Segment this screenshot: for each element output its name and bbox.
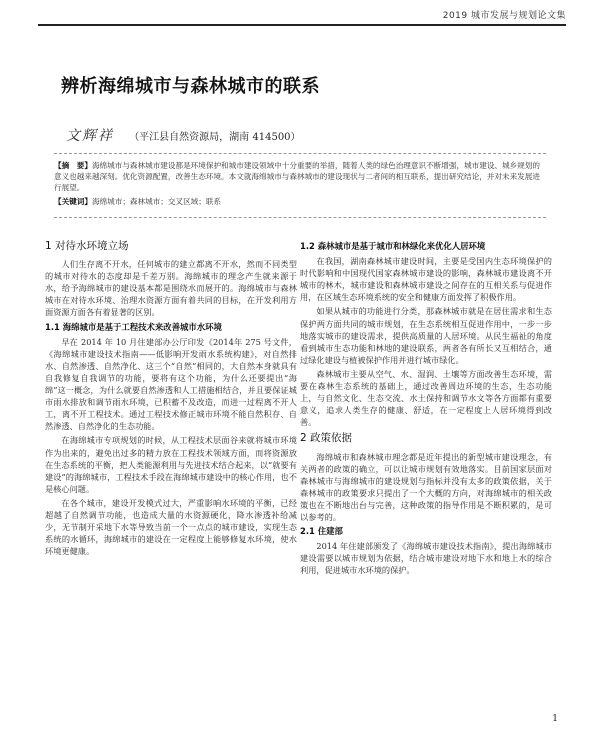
- author-line: [66, 125, 546, 145]
- subsection-2-1-paragraph: 2014 年住建部颁发了《海绵城市建设技术指南》，提出海绵城市建设需要以城市规划为依据，结合城市建设对地下水和地上水的综合利用，促进城市水环境的保护。: [300, 541, 552, 576]
- page-number: 1: [552, 714, 558, 724]
- header-rule: [38, 24, 566, 26]
- running-header: 2019 城市发展与规划论文集: [442, 11, 566, 21]
- abstract-label: 【摘 要】: [54, 161, 92, 170]
- section-2-paragraph: 海绵城市和森林城市理念都是近年提出的新型城市建设理念，有关两者的政策的确立，可以让城市规划有效地落实。目前国家层面对森林城市与海绵城市的建设规划与指标并没有太多的政策依据，关于森林城市的政策要求只提出了一个大概的方向，对海绵城市的相关政策也在不断地出台与完善，这种政策的指导作用是不断积累的，是可以参考的。: [300, 451, 552, 522]
- right-column: [300, 238, 552, 578]
- abstract-paragraph: [54, 160, 546, 193]
- author-affiliation: （平江县自然资源局，湖南 414500）: [129, 132, 301, 143]
- subsection-1-1-heading: 1.1 海绵城市是基于工程技术来改善城市水环境: [45, 321, 222, 332]
- author-name: 文辉祥: [66, 128, 114, 144]
- subsection-1-1-paragraph-1: 早在 2014 年 10 月住建部办公厅印发《2014年 275 号文件，《海绵城市建设技术指南——低影响开发雨水系统构建》，对自然排水、自然渗透、自然净化、这三个“自然”相同的，大自然本身就具有自我修复自我调节的功能，要将有这个功能，为什么还要提出“海绵”这一概念，为什么就要自然渗透和人工措施相结合，并且要保证城市雨水排放和调节雨水环境，已积蓄不及改造，而进一过程离不开人工，离不开工程技术。通过工程技术修正城市环境不能自然积存、自然渗透、自然净化的生态功能。: [45, 336, 297, 432]
- section-1-heading: 1 对待水环境立场: [45, 240, 129, 252]
- subsection-1-2-heading: 1.2 森林城市是基于城市和林绿化来优化人居环境: [300, 241, 486, 251]
- article-title: 辨析海绵城市与森林城市的联系: [61, 76, 320, 97]
- subsection-1-1-paragraph-3: 在各个城市，建设开发模式过大，严重影响水环境的平衡，已经超越了自然调节功能，也造成大量的水资源硬化，降水渗透补给减少，无节制开采地下水等导致当前一个一点点的城市建设，实现生态系统的水循环，海绵城市的建设在一定程度上能够修复水环境，使水环境更健康。: [45, 497, 297, 557]
- keywords-text: 海绵城市；森林城市；交叉区域；联系: [91, 197, 222, 206]
- subsection-1-1-paragraph-2: 在海绵城市专项规划的时候，从工程技术层面谷来就将城市环境作为出来的，避免出过多的精力放在工程技术领域方面，而将资源放在生态系统的平衡，把人类能源利用与先进技术结合起来，以“就要有建设”的海绵城市，工程技术手段在海绵城市建设中的核心作用，也不是核心问题。: [45, 435, 297, 494]
- subsection-1-2-paragraph-1: 在我国，湖南森林城市建设时间，主要是受国内生态环境保护的时代影响和中国现代国家森林城市建设的影响，森林城市建设离不开城市的林木，城市建设和森林城市建设之间存在的互相关系与促进作用，在区域生态环境系统的安全和健康方面发挥了积极作用。: [300, 256, 552, 303]
- abstract-box: [54, 153, 546, 218]
- subsection-1-2-paragraph-3: 森林城市主要从空气、水、湿润、土壤等方面改善生态环境，需要在森林生态系统的基础上，通过改善周边环境的生态，生态功能上，与自然文化、生态交流、水土保持和调节水文等各方面都有重要意义，追求人类生存的健康、舒适，在一定程度上人居环境得到改善。: [300, 368, 552, 428]
- section-2-heading: 2 政策依据: [300, 432, 353, 445]
- subsection-2-1-heading: 2.1 住建部: [300, 526, 343, 537]
- subsection-1-2-paragraph-2: 如果从城市的功能进行分类，那森林城市就是在居住需求和生态保护两方面共同的城市规划，在生态系统相互促进作用中，一步一步地落实城市的建设需求，提供高质量的人居环境。从民生福祉的角度看到城市生态功能和林地的建设联系，两者各有所长又互相结合，通过绿化建设与植被保护作用并进行城市绿化。: [300, 306, 552, 365]
- keywords-label: 【关键词】: [54, 197, 92, 206]
- abstract-text: 海绵城市与森林城市建设都是环境保护和城市建设领域中十分重要的举措，随着人类的绿色治理意识不断增强，城市建设、城乡规划的意义也越来越深刻。优化资源配置，改善生态环境。本文就海绵城市与森林城市的建设现状与二者间的相互联系，提出研究结论，并对未来发展进行展望。: [54, 161, 540, 192]
- section-1-paragraph: 人们生存离不开水，任何城市的建立都离不开水，然而不同类型的城市对待水的态度却是千差万别。海绵城市的理念产生就来源于水，给予海绵城市的建设基本都是围绕水而展开的。海绵城市与森林城市在对待水环境、治理水资源方面有着共同的目标，在开发利用方面资源方面各有着显著的区别。: [45, 259, 297, 318]
- keywords-paragraph: [54, 196, 546, 207]
- left-column: [45, 236, 297, 559]
